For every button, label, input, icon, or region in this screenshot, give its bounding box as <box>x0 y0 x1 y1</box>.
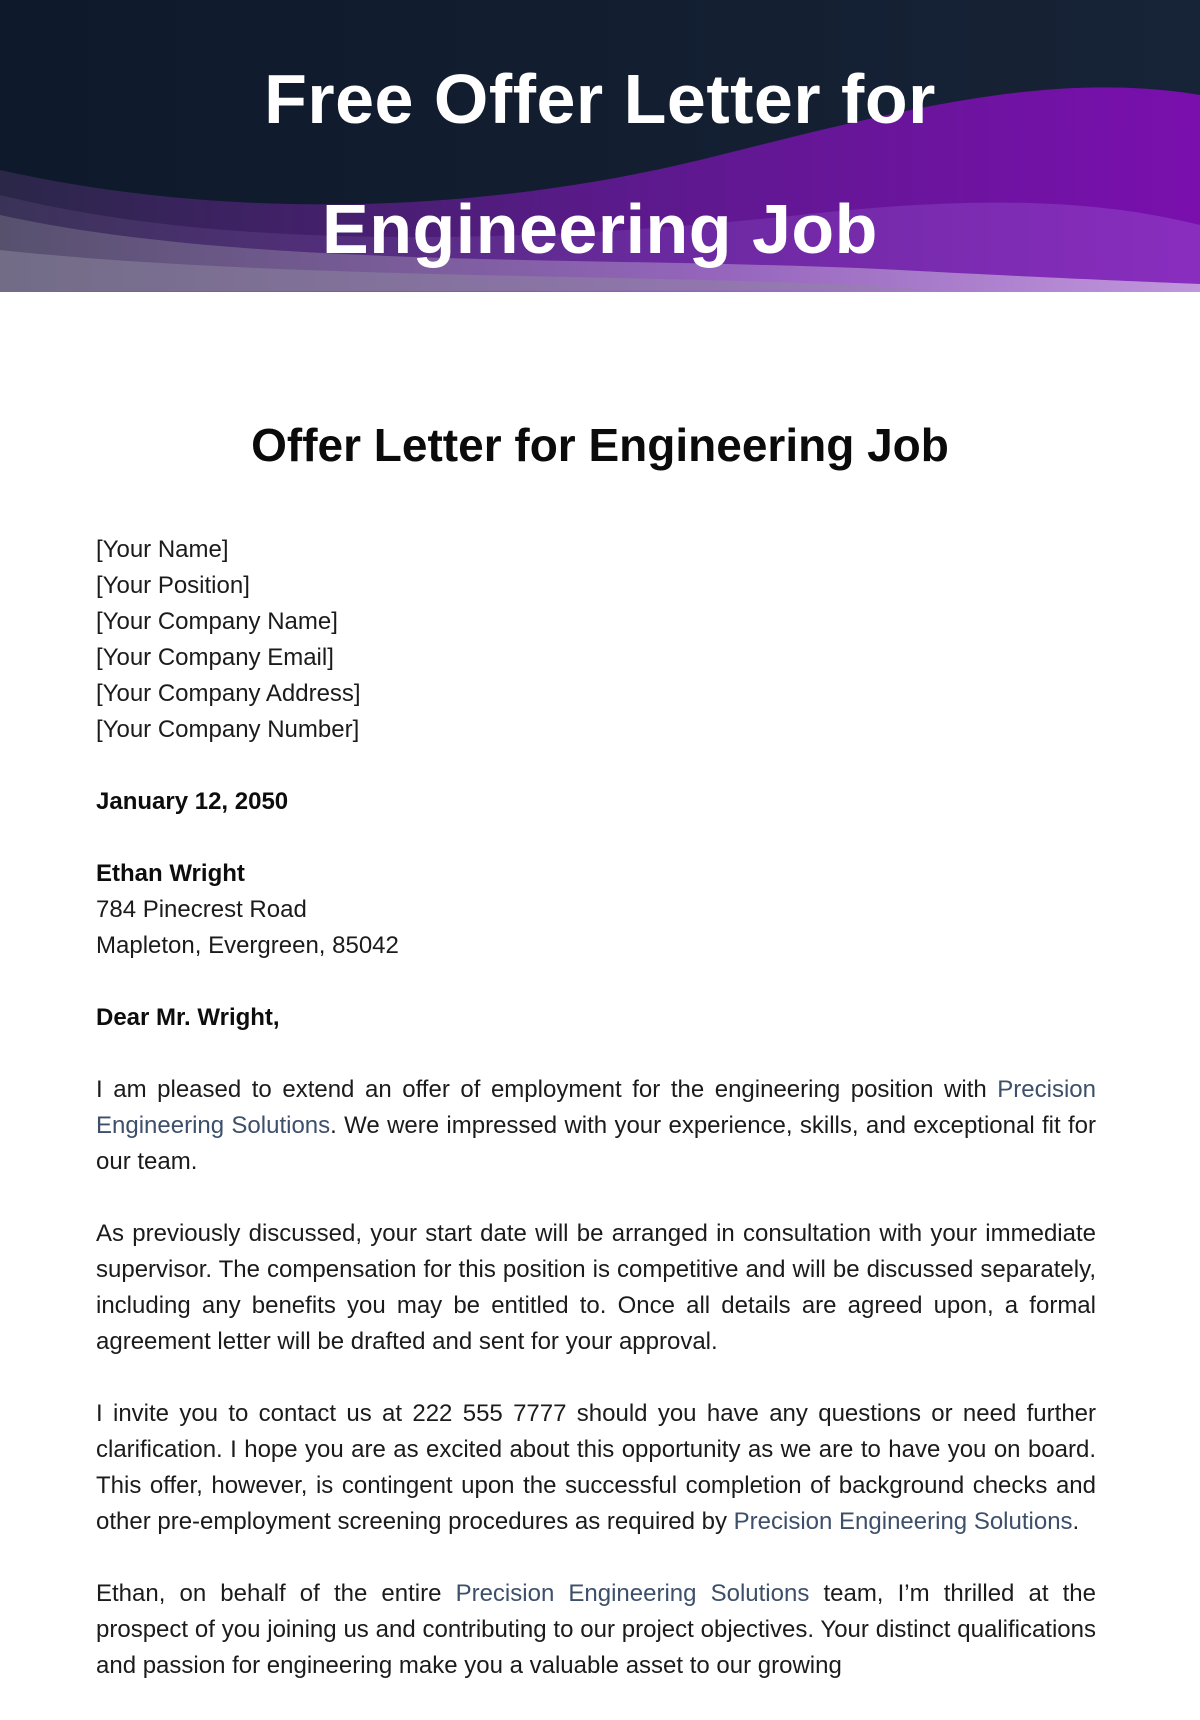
letter-date: January 12, 2050 <box>96 788 289 815</box>
banner-title-line-1: Free Offer Letter for <box>264 60 936 138</box>
salutation: Dear Mr. Wright, <box>96 1004 280 1031</box>
recipient-name: Ethan Wright <box>96 860 245 887</box>
sender-block <box>96 532 1096 748</box>
date-block <box>96 784 1096 820</box>
paragraph-closing-text-end: team, I’m thrilled at the prospect of you joining us and contributing to our project objectives. Your distinct qualifications and passion for engineering make you a valuable asset to our growing <box>96 1580 1097 1679</box>
paragraph-closing <box>96 1576 1096 1684</box>
sender-company-name: [Your Company Name] <box>96 608 338 635</box>
recipient-address-line-1: 784 Pinecrest Road <box>96 896 307 923</box>
salutation-block <box>96 1000 1096 1036</box>
company-name-link: Precision Engineering Solutions <box>733 1508 1073 1535</box>
document-title: Offer Letter for Engineering Job <box>251 419 949 471</box>
sender-company-number: [Your Company Number] <box>96 716 360 743</box>
header-banner <box>0 0 1200 292</box>
recipient-block <box>96 856 1096 964</box>
paragraph-offer-text-end: . We were impressed with your experience, skills, and exceptional fit for our team. <box>96 1112 1097 1175</box>
paragraph-contact-text-end: . <box>1072 1508 1080 1535</box>
sender-company-email: [Your Company Email] <box>96 644 334 671</box>
paragraph-contact-text-start: I invite you to contact us at 222 555 7777 should you have any questions or need further clarification. I hope you are as excited about this opportunity as we are to have you on board. This offer, however, is contingent upon the successful completion of background checks and other pre-employment screening procedures as required by <box>96 1400 1096 1535</box>
paragraph-contact <box>96 1396 1096 1540</box>
letter-body <box>96 532 1096 1720</box>
sender-company-address: [Your Company Address] <box>96 680 361 707</box>
recipient-address-line-2: Mapleton, Evergreen, 85042 <box>96 932 399 959</box>
paragraph-start-date: As previously discussed, your start date will be arranged in consultation with your immediate supervisor. The compensation for this position is competitive and will be discussed separately, including any benefits you may be entitled to. Once all details are agreed upon, a formal agreement letter will be drafted and sent for your approval. <box>96 1220 1096 1355</box>
banner-title <box>0 34 1200 292</box>
sender-position: [Your Position] <box>96 572 250 599</box>
paragraph-offer-text-start: I am pleased to extend an offer of employment for the engineering position with <box>96 1076 998 1103</box>
sender-name: [Your Name] <box>96 536 229 563</box>
paragraph-closing-text-start: Ethan, on behalf of the entire <box>96 1580 456 1607</box>
paragraph-offer <box>96 1072 1096 1180</box>
company-name-link: Precision Engineering Solutions <box>96 1076 1096 1139</box>
company-name-link: Precision Engineering Solutions <box>455 1580 810 1607</box>
banner-title-line-2: Engineering Job <box>322 190 878 268</box>
